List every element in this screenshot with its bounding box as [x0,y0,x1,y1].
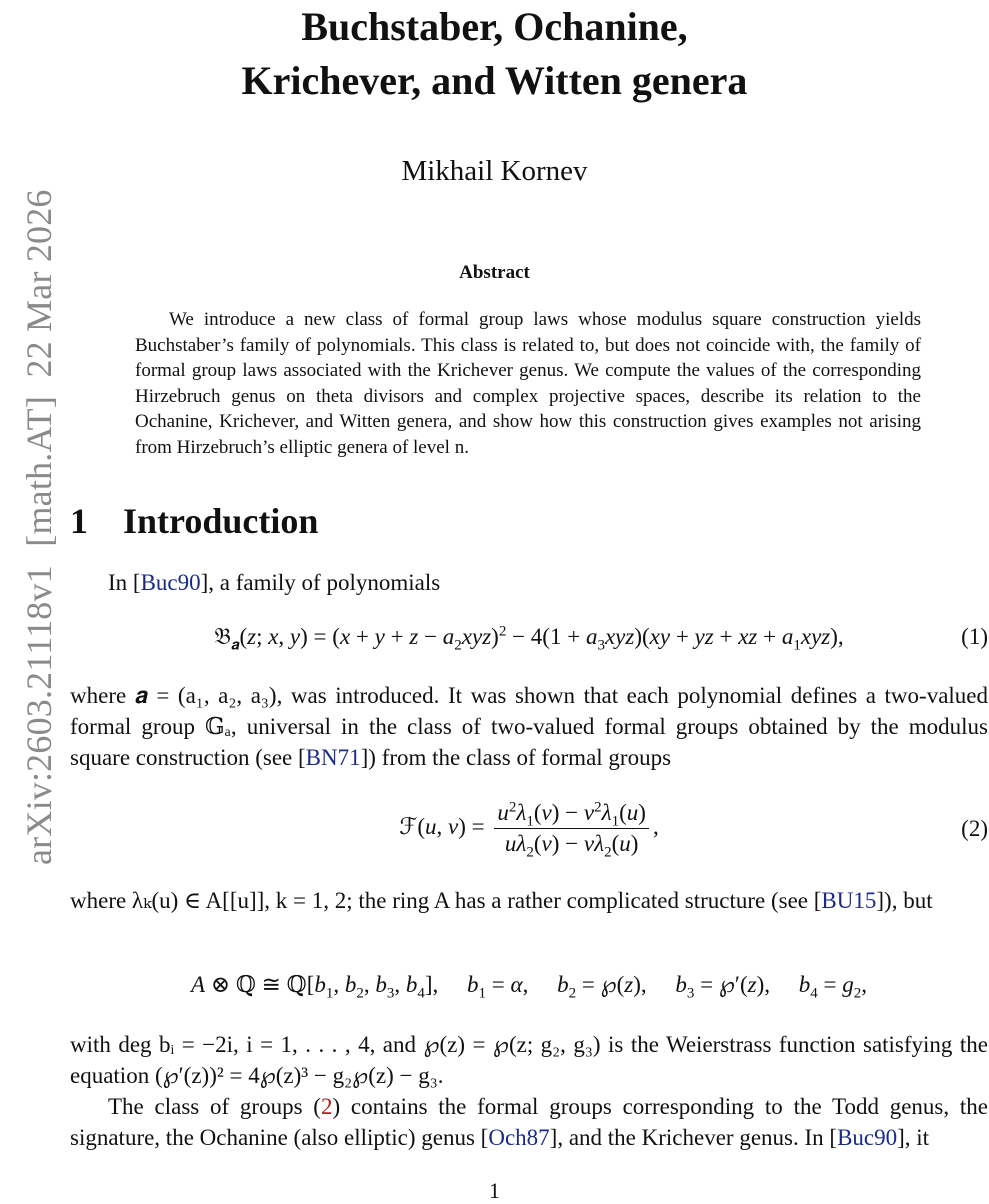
paragraph-class-of-groups: The class of groups (2) contains the formal groups corresponding to the Todd genus, the signature, the Ochanine (also elliptic) genus [Och87], and the Krichever genus. In [Buc90], it [70,1094,988,1150]
paper-title [0,0,989,108]
equation-1-body: 𝔅$_𝒂$(z; x, $y) = (x + y + z - a_2xyz)^2 - 4(1 + a_3xyz)(xy$ + yz + xz + $a_1xyz$), [214,623,844,654]
page-number: 1 [489,1178,500,1203]
equation-3 [70,972,988,1002]
author-name: Mikhail Kornev [401,155,588,187]
citation-link[interactable]: BU15 [821,888,877,913]
equation-2-number: (2) [961,816,988,841]
equation-1-number: (1) [961,624,988,649]
abstract-text: We introduce a new class of formal group laws whose modulus square construction yields Buchstaber’s family of polynomials. This class is related to, but does not coincide with, the family of formal group laws associated with the Krichever genus. We compute the values of the corresponding Hirzebruch genus on theta divisors and complex projective spaces, describe its relation to the Ochanine, Krichever, and Witten genera, and show how this construction gives examples not arising from Hirzebruch’s elliptic genera of level n. [135,309,921,458]
citation-link[interactable]: Buc90 [140,570,201,595]
paragraph-ring: where λₖ(u) ∈ A[[u]], k = 1, 2; the ring A has a rather complicated structure (see [BU15]), but [70,888,933,913]
section-heading [70,500,318,542]
paragraph-intro: In [Buc90], a family of polynomials [108,570,441,595]
section-title: Introduction [123,501,319,541]
citation-link[interactable]: Och87 [488,1125,550,1150]
fraction-numerator: $u^2\lambda_1(v) - v^2\lambda_1(u)$ [494,800,649,829]
citation-link[interactable]: Buc90 [837,1125,898,1150]
fraction-denominator: $u\lambda_2(v) - v\lambda_2(u)$ [504,831,639,861]
paragraph-two-valued: where 𝒂 = (a₁, a₂, a₃), was introduced. It was shown that each polynomial defines a two-valued formal group 𝔾ₐ, universal in the class of two-valued formal groups obtained by the modulus square construction (see [BN71]) from the class of formal groups [70,683,988,770]
title-line-1: Buchstaber, Ochanine, [301,4,688,49]
equation-2-lhs: ℱ(u, v) = [399,813,485,839]
equation-reference-link[interactable]: 2 [320,1094,333,1119]
section-number: 1 [70,501,88,541]
equation-2: ℱ(u, v) = $\frac{u^2\lambda_1(v) - v^2\lambda_1(u)}{u\lambda_2(v) - v\lambda_2(u)}$ , (2) [399,799,988,861]
title-line-2: Krichever, and Witten genera [241,58,748,103]
arxiv-identifier: arXiv:2603.21118v1 [math.AT] 22 Mar 2026 [19,189,59,865]
equation-1 [70,623,988,654]
abstract-heading: Abstract [459,262,530,283]
paragraph-weierstrass: with deg bᵢ = −2i, i = 1, . . . , 4, and ℘(z) = ℘(z; g₂, g₃) is the Weierstrass function satisfying the equation (℘′(z))² = 4℘(z)³ − g₂℘(z) − g₃. [70,1032,988,1088]
equation-2-fraction [494,799,649,861]
citation-link[interactable]: BN71 [305,745,361,770]
equation-3-body: A ⊗ ℚ ≅ $ℚ[b_1$, $b_2$, $b_3$, $b_4$], $b_1 = \alpha$, $b_2$ = ℘(z), $b_3$ = ℘′(z), $b_4 = g_2$, [191,972,867,1002]
